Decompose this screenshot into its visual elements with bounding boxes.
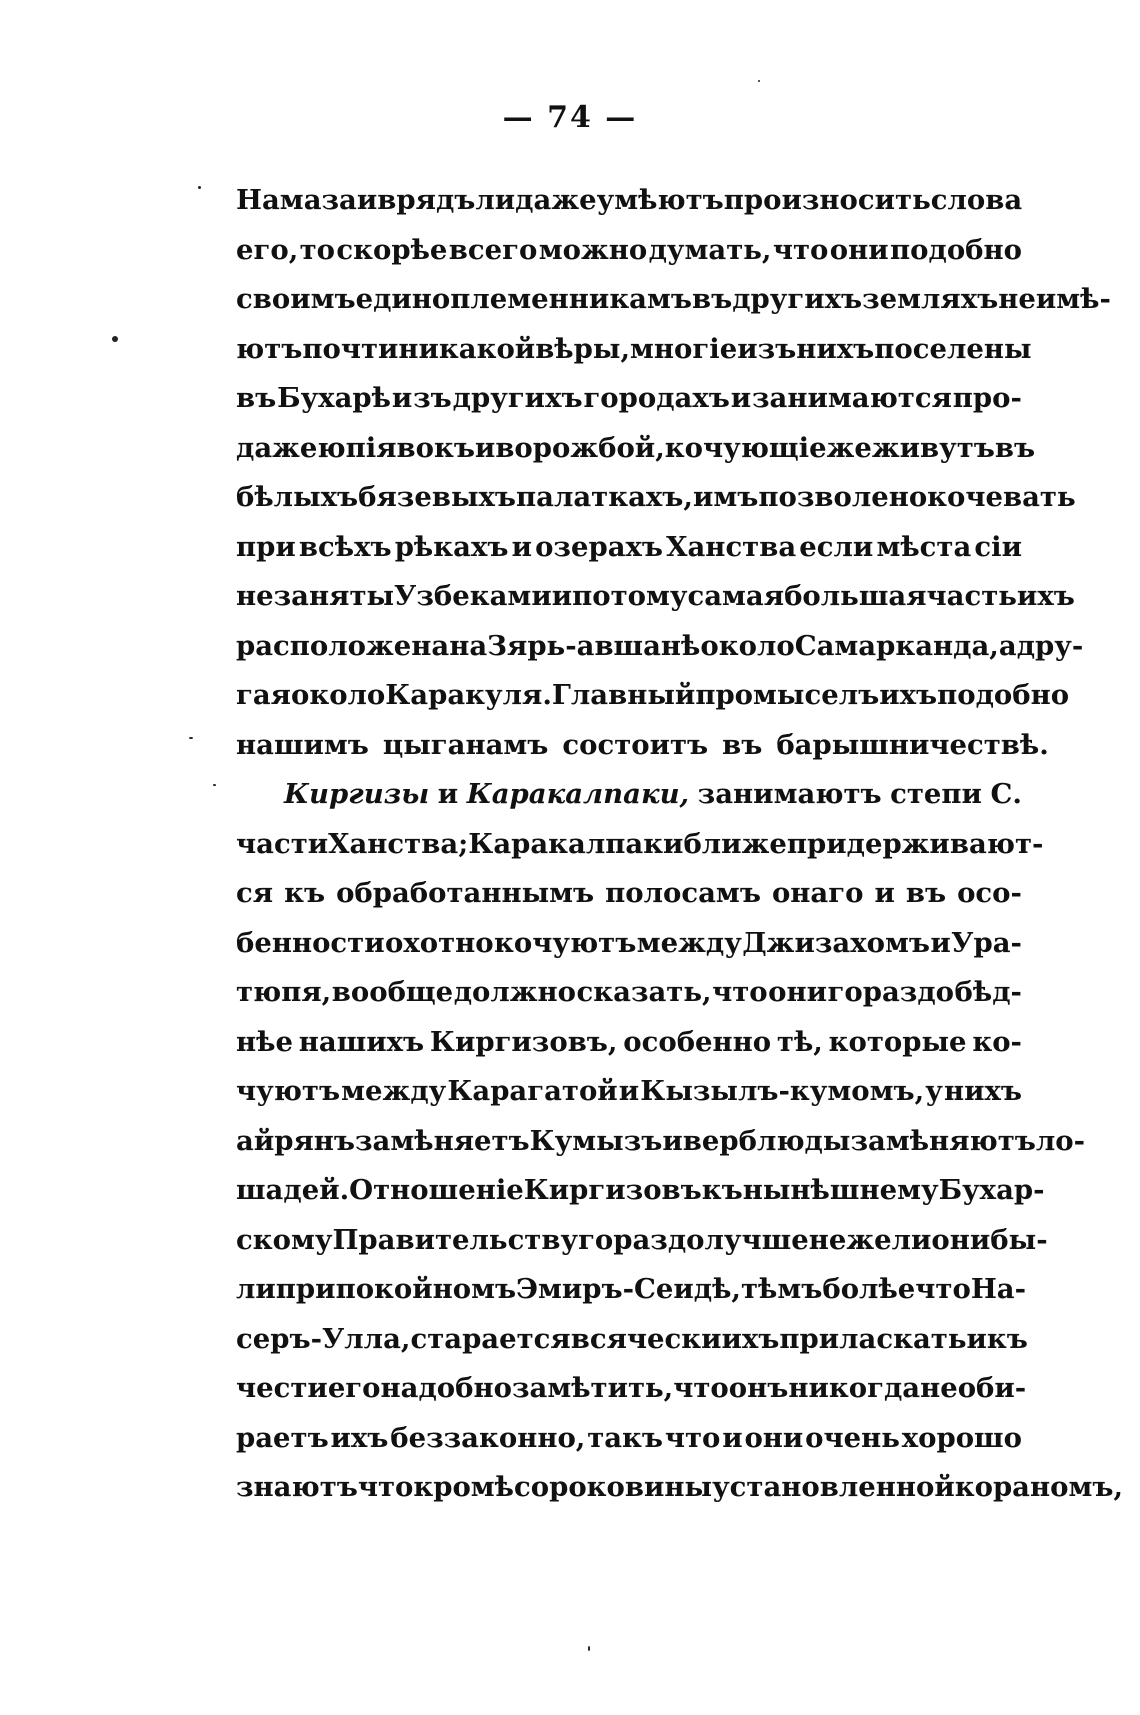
word: Бухар- bbox=[938, 1174, 1045, 1206]
word: заняты bbox=[273, 580, 395, 612]
word: часть bbox=[926, 580, 1017, 612]
word: такъ bbox=[587, 1421, 664, 1454]
word: къ bbox=[986, 1322, 1028, 1355]
word: нынѣшнему bbox=[742, 1174, 939, 1206]
word: и bbox=[356, 184, 378, 216]
text-line bbox=[236, 1067, 1022, 1117]
word: что bbox=[664, 1421, 721, 1454]
word: всѣхъ bbox=[298, 530, 392, 563]
text-line bbox=[236, 1414, 1022, 1464]
word: онаго bbox=[771, 877, 864, 909]
word: что bbox=[712, 976, 768, 1008]
word: земляхъ bbox=[862, 283, 999, 315]
word: поселены bbox=[874, 332, 1032, 365]
word: лучше bbox=[704, 1223, 809, 1256]
word: а bbox=[998, 629, 1017, 662]
word: и bbox=[662, 1124, 683, 1157]
word: очень bbox=[805, 1421, 900, 1454]
word: другихъ bbox=[452, 382, 583, 414]
text-line bbox=[236, 721, 1049, 771]
word: гораздо bbox=[578, 1223, 705, 1256]
word: Киргизовъ bbox=[523, 1174, 702, 1206]
word: и bbox=[391, 382, 413, 414]
word: большая bbox=[784, 580, 927, 612]
word: другихъ bbox=[732, 283, 863, 315]
word: Каракалпаки, bbox=[466, 778, 690, 810]
word: Кумызъ bbox=[529, 1124, 663, 1157]
word: сіи bbox=[974, 530, 1022, 563]
word: что bbox=[772, 233, 829, 266]
word: вообще bbox=[331, 976, 454, 1008]
word: степи bbox=[890, 778, 982, 810]
word: зъ bbox=[413, 382, 452, 414]
word: чуютъ bbox=[236, 1075, 341, 1107]
word: если bbox=[799, 530, 874, 563]
text-line bbox=[236, 1216, 1048, 1266]
word: замѣняетъ bbox=[354, 1124, 530, 1157]
text-line bbox=[236, 869, 1022, 919]
text-line bbox=[236, 572, 1075, 622]
word: айрянъ bbox=[236, 1124, 355, 1157]
word: своимъ bbox=[236, 283, 356, 315]
word: подобно bbox=[890, 233, 1022, 266]
text-line bbox=[236, 968, 1022, 1018]
word: ло- bbox=[1035, 1124, 1085, 1157]
word: Самарканда, bbox=[794, 629, 999, 662]
word: Киргизы bbox=[284, 778, 430, 810]
word: Карагатой bbox=[447, 1075, 618, 1107]
text-line bbox=[236, 671, 1070, 721]
word: хорошо bbox=[901, 1421, 1022, 1454]
word: самая bbox=[687, 580, 785, 612]
page-number: — 74 — bbox=[502, 100, 638, 135]
word: Каракалпаки bbox=[468, 827, 684, 860]
word: цыганамъ bbox=[382, 728, 549, 761]
word: около bbox=[291, 679, 386, 711]
word: нѣе bbox=[236, 1025, 293, 1058]
word: и bbox=[874, 877, 895, 909]
word: подобно bbox=[937, 679, 1070, 711]
word: даже bbox=[515, 184, 597, 216]
word: можно bbox=[538, 233, 648, 266]
word: обработаннымъ bbox=[336, 877, 595, 909]
text-line bbox=[236, 473, 1076, 523]
word: про- bbox=[952, 382, 1022, 414]
body-text bbox=[236, 176, 1124, 1513]
word: ли bbox=[475, 184, 516, 216]
scan-speck bbox=[198, 186, 201, 189]
word: скому bbox=[236, 1223, 333, 1256]
word: почти bbox=[302, 332, 399, 365]
scan-speck bbox=[758, 80, 760, 82]
word: мѣста bbox=[876, 530, 972, 563]
text-line bbox=[236, 374, 1022, 424]
text-line bbox=[236, 622, 1084, 672]
word: кораномъ, bbox=[954, 1471, 1124, 1503]
word: всячески bbox=[570, 1322, 722, 1355]
text-line bbox=[236, 424, 1036, 474]
word: и bbox=[730, 382, 752, 414]
word: что bbox=[357, 1471, 414, 1503]
word: Намаза bbox=[236, 184, 357, 216]
word: и bbox=[551, 580, 573, 612]
word: ихъ bbox=[1016, 580, 1075, 612]
word: и bbox=[618, 1075, 640, 1107]
word: около bbox=[700, 629, 795, 662]
text-line bbox=[236, 1315, 1028, 1365]
text-line bbox=[236, 523, 1022, 573]
word: установленной bbox=[712, 1471, 955, 1503]
word: Ура- bbox=[951, 926, 1022, 959]
word: ли bbox=[236, 1273, 276, 1305]
word: дажею bbox=[236, 431, 346, 464]
word: расположена bbox=[236, 629, 450, 662]
word: барышничествѣ. bbox=[776, 728, 1049, 761]
word: ихъ bbox=[721, 1322, 780, 1355]
word: что bbox=[673, 1372, 729, 1404]
text-line bbox=[236, 1166, 1045, 1216]
word: покойномъ bbox=[335, 1273, 517, 1305]
word: занимаютъ bbox=[697, 778, 882, 810]
word: занимаются bbox=[752, 382, 952, 414]
word: бязевыхъ bbox=[358, 481, 517, 513]
word: палаткахъ, bbox=[516, 481, 693, 513]
word: промыселъ bbox=[695, 679, 880, 711]
word: тѣмъ bbox=[741, 1273, 823, 1305]
word: охотно bbox=[385, 926, 494, 959]
word: и bbox=[511, 530, 532, 563]
word: ближе bbox=[683, 827, 787, 860]
word: они bbox=[931, 1223, 991, 1256]
word: не bbox=[998, 283, 1036, 315]
word: не bbox=[920, 1372, 958, 1404]
word: ко- bbox=[972, 1025, 1022, 1058]
word: въ bbox=[236, 382, 277, 414]
word: нихъ bbox=[943, 1075, 1022, 1107]
word: они bbox=[768, 976, 828, 1008]
word: между bbox=[636, 926, 742, 959]
word: всего bbox=[448, 233, 538, 266]
word: Ханства bbox=[666, 530, 797, 563]
word: между bbox=[341, 1075, 447, 1107]
text-line bbox=[236, 1018, 1022, 1068]
word: должно bbox=[453, 976, 576, 1008]
word: которые bbox=[828, 1025, 967, 1058]
word: и bbox=[930, 926, 951, 959]
word: кромѣ bbox=[413, 1471, 515, 1503]
word: состоитъ bbox=[562, 728, 709, 761]
word: они bbox=[829, 233, 889, 266]
text-line bbox=[236, 1463, 1124, 1513]
word: бѣлыхъ bbox=[236, 481, 359, 513]
word: части bbox=[236, 827, 329, 860]
word: къ bbox=[701, 1174, 743, 1206]
word: Правительству bbox=[332, 1223, 579, 1256]
word: умѣютъ bbox=[596, 184, 724, 216]
word: въ bbox=[994, 431, 1036, 464]
word: позволено bbox=[758, 481, 928, 513]
word: врядъ bbox=[377, 184, 476, 216]
word: ютъ bbox=[236, 332, 303, 365]
word: замѣняютъ bbox=[850, 1124, 1036, 1157]
word: имъ bbox=[692, 481, 759, 513]
word: бенности bbox=[236, 926, 385, 959]
word: его, bbox=[236, 233, 299, 266]
word: знаютъ bbox=[236, 1471, 358, 1503]
word: же bbox=[826, 431, 872, 464]
word: На- bbox=[970, 1273, 1027, 1305]
word: онъ bbox=[728, 1372, 789, 1404]
word: рѣкахъ bbox=[394, 530, 509, 563]
word: при bbox=[236, 530, 296, 563]
word: никогда bbox=[788, 1372, 921, 1404]
word: Узбеками bbox=[394, 580, 552, 612]
word: произносить bbox=[723, 184, 931, 216]
word: имѣ- bbox=[1035, 283, 1111, 315]
word: единоплеменникамъ bbox=[355, 283, 692, 315]
word: и bbox=[966, 1322, 987, 1355]
word: въ bbox=[905, 877, 947, 909]
word: и bbox=[474, 431, 496, 464]
word: беззаконно, bbox=[390, 1421, 586, 1454]
word: придерживают- bbox=[786, 827, 1044, 860]
word: осо- bbox=[957, 877, 1022, 909]
word: Киргизовъ, bbox=[429, 1025, 618, 1058]
word: озерахъ bbox=[535, 530, 664, 563]
word: кочевать bbox=[927, 481, 1076, 513]
word: серъ-Улла, bbox=[236, 1322, 411, 1355]
word: изъ bbox=[737, 332, 797, 365]
word: потому bbox=[572, 580, 688, 612]
word: Кызылъ-кумомъ, bbox=[640, 1075, 925, 1107]
text-line bbox=[236, 1364, 1027, 1414]
word: ихъ bbox=[879, 679, 938, 711]
word: чести bbox=[236, 1372, 328, 1404]
scan-speck bbox=[588, 1646, 590, 1651]
word: Главный bbox=[551, 679, 696, 711]
text-line bbox=[236, 820, 1044, 870]
word: въ bbox=[722, 728, 763, 761]
word: нашимъ bbox=[236, 728, 369, 761]
word: никакой bbox=[398, 332, 536, 365]
word: піявокъ bbox=[345, 431, 475, 464]
word: шадей. bbox=[236, 1174, 350, 1206]
word: Зярь-авшанѣ bbox=[487, 629, 701, 662]
word: Бухарѣ bbox=[277, 382, 391, 414]
word: нашихъ bbox=[298, 1025, 425, 1058]
word: надобно bbox=[380, 1372, 512, 1404]
word: сказать, bbox=[576, 976, 712, 1008]
word: оби- bbox=[957, 1372, 1027, 1404]
word: кочующіе bbox=[664, 431, 827, 464]
word: Ханства; bbox=[328, 827, 469, 860]
word: бѣд- bbox=[954, 976, 1022, 1008]
word: Эмиръ-Сеидѣ, bbox=[516, 1273, 742, 1305]
word: болѣе bbox=[822, 1273, 916, 1305]
word: въ bbox=[691, 283, 733, 315]
word: ворожбой, bbox=[495, 431, 665, 464]
word: приласкать bbox=[779, 1322, 967, 1355]
text-line bbox=[236, 1265, 1027, 1315]
word: не bbox=[236, 580, 274, 612]
word: полосамъ bbox=[605, 877, 761, 909]
text-line bbox=[236, 275, 1111, 325]
scan-speck bbox=[189, 737, 193, 739]
word: бы- bbox=[990, 1223, 1048, 1256]
word: Отношеніе bbox=[349, 1174, 524, 1206]
word: и bbox=[437, 778, 459, 810]
word: при bbox=[275, 1273, 336, 1305]
word: что bbox=[915, 1273, 971, 1305]
word: Джизахомъ bbox=[742, 926, 930, 959]
word: нихъ bbox=[796, 332, 875, 365]
text-line bbox=[236, 770, 1022, 820]
text-line bbox=[236, 919, 1022, 969]
word: вѣры, bbox=[535, 332, 631, 365]
text-line bbox=[236, 226, 1022, 276]
word: дру- bbox=[1016, 629, 1084, 662]
word: замѣтить, bbox=[511, 1372, 674, 1404]
word: и bbox=[722, 1421, 743, 1454]
word: Каракуля. bbox=[385, 679, 552, 711]
word: городахъ bbox=[583, 382, 730, 414]
word: къ bbox=[284, 877, 326, 909]
word: они bbox=[744, 1421, 804, 1454]
word: тѣ, bbox=[776, 1025, 823, 1058]
scan-speck bbox=[213, 784, 216, 786]
word: тюпя, bbox=[236, 976, 332, 1008]
text-line bbox=[236, 176, 1022, 226]
text-line bbox=[236, 1117, 1085, 1167]
word: у bbox=[925, 1075, 943, 1107]
word: особенно bbox=[623, 1025, 772, 1058]
word: думать, bbox=[648, 233, 772, 266]
word: раетъ bbox=[236, 1421, 329, 1454]
word: скорѣе bbox=[336, 233, 448, 266]
word: то bbox=[299, 233, 336, 266]
word: гораздо bbox=[827, 976, 954, 1008]
word: живутъ bbox=[871, 431, 995, 464]
word: гая bbox=[236, 679, 291, 711]
scan-speck bbox=[112, 336, 118, 342]
word: верблюды bbox=[682, 1124, 851, 1157]
word: нежели bbox=[808, 1223, 932, 1256]
word: ся bbox=[236, 877, 274, 909]
word: его bbox=[327, 1372, 381, 1404]
word: сороковины bbox=[514, 1471, 713, 1503]
word: ихъ bbox=[330, 1421, 389, 1454]
text-line bbox=[236, 325, 1032, 375]
word: многіе bbox=[630, 332, 738, 365]
word: слова bbox=[930, 184, 1023, 216]
word: на bbox=[449, 629, 488, 662]
word: кочуютъ bbox=[494, 926, 637, 959]
word: С. bbox=[990, 778, 1022, 810]
word: старается bbox=[410, 1322, 571, 1355]
